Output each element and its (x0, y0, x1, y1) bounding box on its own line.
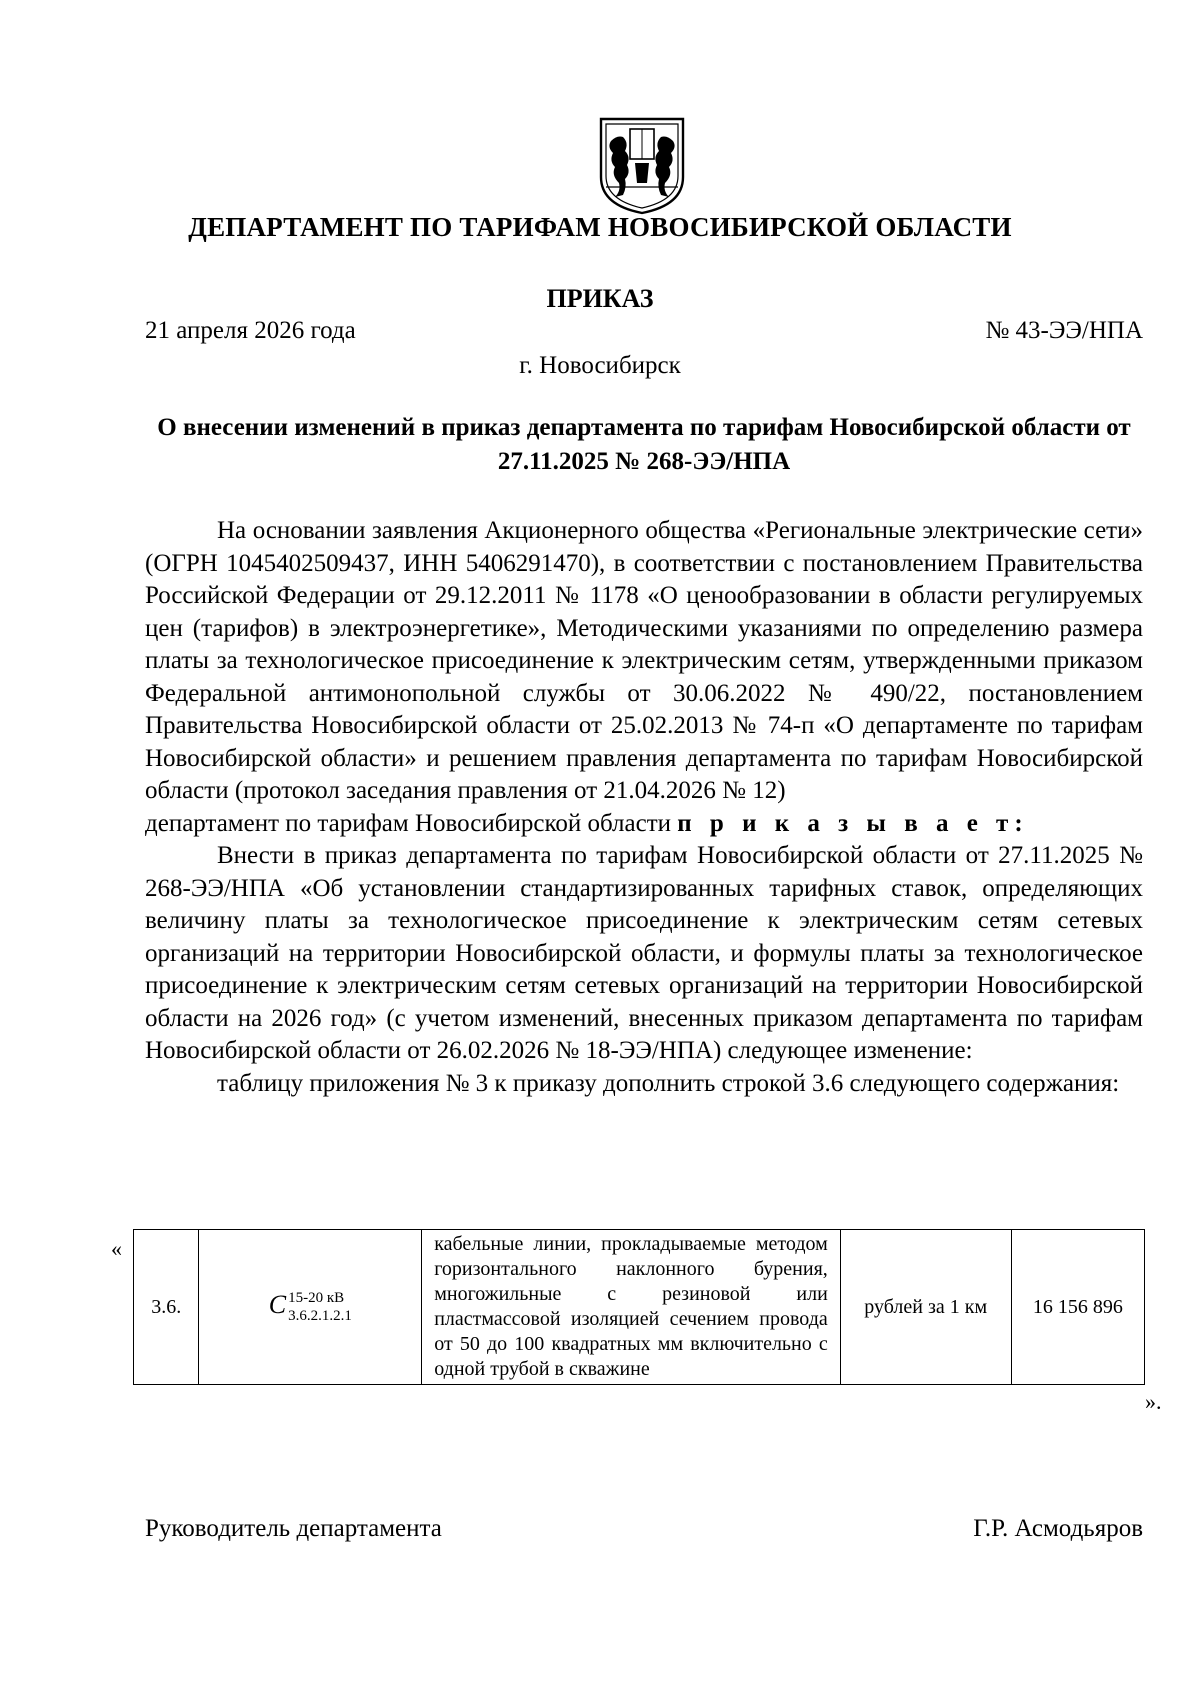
document-body (145, 515, 1143, 1100)
quote-open: « (111, 1236, 122, 1261)
row-unit: рублей за 1 км (840, 1230, 1011, 1385)
rate-symbol (199, 1230, 422, 1385)
row-value: 16 156 896 (1011, 1230, 1144, 1385)
rate-symbol-letter: C (268, 1289, 287, 1319)
amendment-paragraph: Внести в приказ департамента по тарифам Новосибирской области от 27.11.2025 № 268-ЭЭ/НПА «Об установлении стандартизированных тарифных ставок, определяющих величину платы за технологическое присоединение к электрическим сетям сетевых организаций на территории Новосибирской области, и формулы платы за технологическое присоединение к электрическим сетям сетевых организаций на территории Новосибирской области на 2026 год» (с учетом изменений, внесенных приказом департамента по тарифам Новосибирской области от 26.02.2026 № 18-ЭЭ/НПА) следующее изменение: (145, 842, 1143, 1064)
signatory-name: Г.Р. Асмодьяров (973, 1515, 1143, 1542)
table-intro-paragraph: таблицу приложения № 3 к приказу дополнить строкой 3.6 следующего содержания: (217, 1069, 1120, 1097)
row-description: кабельные линии, прокладываемые методом горизонтального наклонного бурения, многожильные с резиновой или пластмассовой изоляцией сечением провода от 50 до 100 квадратных мм включительно с одной трубой в скважине (422, 1230, 841, 1385)
table-row (134, 1230, 1145, 1385)
rate-symbol-indices (288, 1289, 352, 1325)
document-number: № 43-ЭЭ/НПА (985, 317, 1143, 344)
rate-symbol-subscript: 3.6.2.1.2.1 (288, 1308, 352, 1324)
document-date: 21 апреля 2026 года (145, 317, 356, 344)
document-type: ПРИКАЗ (546, 284, 654, 313)
quote-close: ». (1145, 1389, 1162, 1414)
row-number: 3.6. (134, 1230, 199, 1385)
coat-of-arms-icon (597, 113, 687, 215)
order-word: п р и к а з ы в а е т: (677, 809, 1029, 837)
document-title: О внесении изменений в приказ департамента по тарифам Новосибирской области от 27.11.2025 № 268-ЭЭ/НПА (157, 414, 1131, 475)
department-heading: ДЕПАРТАМЕНТ ПО ТАРИФАМ НОВОСИБИРСКОЙ ОБЛАСТИ (188, 212, 1012, 242)
rate-symbol-superscript: 15-20 кВ (288, 1290, 345, 1306)
order-lead: департамент по тарифам Новосибирской области (145, 809, 678, 837)
basis-paragraph: На основании заявления Акционерного общества «Региональные электрические сети» (ОГРН 1045402509437, ИНН 5406291470), в соответствии с постановлением Правительства Российской Федерации от 29.12.2011 № 1178 «О ценообразовании в области регулируемых цен (тарифов) в электроэнергетике», Методическими указаниями по определению размера платы за технологическое присоединение к электрическим сетям, утвержденными приказом Федеральной антимонопольной службы от 30.06.2022 № 490/22, постановлением Правительства Новосибирской области от 25.02.2013 № 74-п «О департаменте по тарифам Новосибирской области» и решением правления департамента по тарифам Новосибирской области (протокол заседания правления от 21.04.2026 № 12) (145, 517, 1143, 804)
order-line (145, 808, 1143, 841)
tariff-table-row (133, 1229, 1145, 1385)
signatory-position: Руководитель департамента (145, 1515, 442, 1542)
document-city: г. Новосибирск (519, 352, 681, 379)
